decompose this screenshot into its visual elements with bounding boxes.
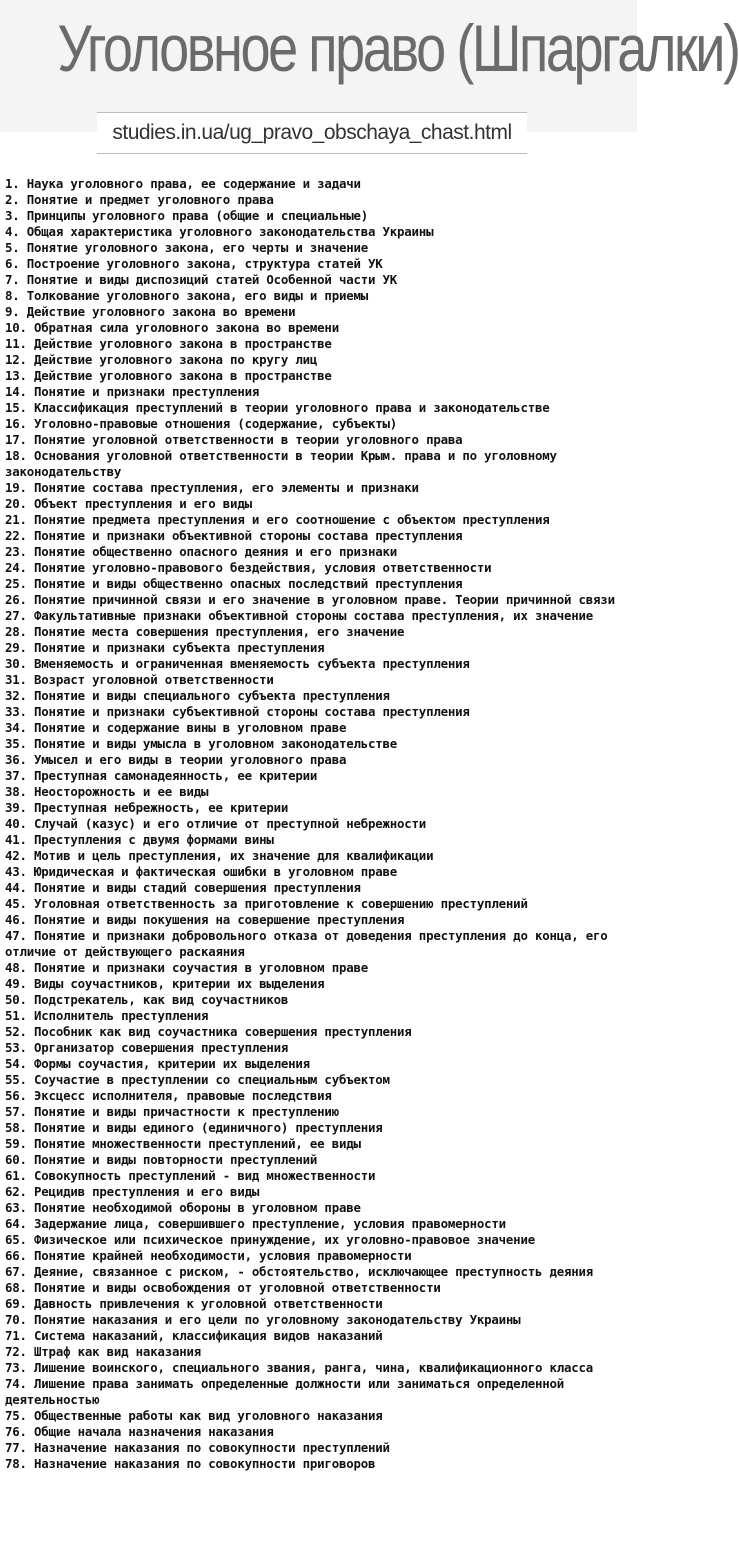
list-item: 62. Рецидив преступления и его виды (5, 1184, 260, 1199)
list-item: 28. Понятие места совершения преступления, его значение (5, 624, 405, 639)
list-item: 52. Пособник как вид соучастника совершения преступления (5, 1024, 412, 1039)
list-item: 15. Классификация преступлений в теории уголовного права и законодательстве (5, 400, 550, 415)
list-item: 21. Понятие предмета преступления и его соотношение с объектом преступления (5, 512, 550, 527)
list-item: 49. Виды соучастников, критерии их выделения (5, 976, 325, 991)
list-item: 13. Действие уголовного закона в пространстве (5, 368, 332, 383)
list-item: 57. Понятие и виды причастности к преступлению (5, 1104, 339, 1119)
list-item: 36. Умысел и его виды в теории уголовного права (5, 752, 347, 767)
list-item: 48. Понятие и признаки соучастия в уголовном праве (5, 960, 368, 975)
list-item: 23. Понятие общественно опасного деяния и его признаки (5, 544, 398, 559)
list-item: 8. Толкование уголовного закона, его виды и приемы (5, 288, 368, 303)
list-item: 44. Понятие и виды стадий совершения преступления (5, 880, 361, 895)
list-item: 46. Понятие и виды покушения на совершение преступления (5, 912, 405, 927)
source-url: studies.in.ua/ug_pravo_obschaya_chast.html (112, 121, 512, 144)
list-item: 4. Общая характеристика уголовного законодательства Украины (5, 224, 434, 239)
list-item: 74. Лишение права занимать определенные должности или заниматься определенной деятельностью (5, 1376, 565, 1407)
list-item: 56. Эксцесс исполнителя, правовые последствия (5, 1088, 332, 1103)
list-item: 50. Подстрекатель, как вид соучастников (5, 992, 289, 1007)
list-item: 17. Понятие уголовной ответственности в теории уголовного права (5, 432, 463, 447)
list-item: 43. Юридическая и фактическая ошибки в уголовном праве (5, 864, 398, 879)
list-item: 25. Понятие и виды общественно опасных последствий преступления (5, 576, 463, 591)
page-title: Уголовное право (Шпаргалки) (57, 11, 739, 85)
list-item: 42. Мотив и цель преступления, их значение для квалификации (5, 848, 434, 863)
list-item: 34. Понятие и содержание вины в уголовном праве (5, 720, 347, 735)
list-item: 60. Понятие и виды повторности преступлений (5, 1152, 318, 1167)
list-item: 20. Объект преступления и его виды (5, 496, 252, 511)
list-item: 29. Понятие и признаки субъекта преступления (5, 640, 325, 655)
list-item: 19. Понятие состава преступления, его элементы и признаки (5, 480, 419, 495)
list-item: 41. Преступления с двумя формами вины (5, 832, 274, 847)
list-item: 31. Возраст уголовной ответственности (5, 672, 274, 687)
list-item: 47. Понятие и признаки добровольного отказа от доведения преступления до конца, его отличие от действующего раскаяния (5, 928, 608, 959)
list-item: 22. Понятие и признаки объективной стороны состава преступления (5, 528, 463, 543)
url-box (97, 112, 527, 154)
list-item: 72. Штраф как вид наказания (5, 1344, 202, 1359)
list-item: 45. Уголовная ответственность за приготовление к совершению преступлений (5, 896, 528, 911)
list-item: 1. Наука уголовного права, ее содержание и задачи (5, 176, 361, 191)
list-item: 3. Принципы уголовного права (общие и специальные) (5, 208, 368, 223)
list-item: 2. Понятие и предмет уголовного права (5, 192, 274, 207)
list-item: 27. Факультативные признаки объективной стороны состава преступления, их значение (5, 608, 594, 623)
list-item: 16. Уголовно-правовые отношения (содержание, субъекты) (5, 416, 398, 431)
list-item: 75. Общественные работы как вид уголовного наказания (5, 1408, 383, 1423)
list-item: 30. Вменяемость и ограниченная вменяемость субъекта преступления (5, 656, 470, 671)
topic-list (5, 176, 631, 1472)
list-item: 59. Понятие множественности преступлений, ее виды (5, 1136, 361, 1151)
list-item: 6. Построение уголовного закона, структура статей УК (5, 256, 383, 271)
list-item: 67. Деяние, связанное с риском, - обстоятельство, исключающее преступность деяния (5, 1264, 594, 1279)
list-item: 9. Действие уголовного закона во времени (5, 304, 296, 319)
list-item: 76. Общие начала назначения наказания (5, 1424, 274, 1439)
list-item: 18. Основания уголовной ответственности в теории Крым. права и по уголовному законодательству (5, 448, 557, 479)
list-item: 58. Понятие и виды единого (единичного) преступления (5, 1120, 383, 1135)
list-item: 14. Понятие и признаки преступления (5, 384, 260, 399)
list-item: 53. Организатор совершения преступления (5, 1040, 289, 1055)
list-item: 38. Неосторожность и ее виды (5, 784, 209, 799)
list-item: 68. Понятие и виды освобождения от уголовной ответственности (5, 1280, 441, 1295)
list-item: 7. Понятие и виды диспозиций статей Особенной части УК (5, 272, 398, 287)
list-item: 71. Система наказаний, классификация видов наказаний (5, 1328, 383, 1343)
list-item: 24. Понятие уголовно-правового бездействия, условия ответственности (5, 560, 492, 575)
list-item: 66. Понятие крайней необходимости, условия правомерности (5, 1248, 412, 1263)
list-item: 69. Давность привлечения к уголовной ответственности (5, 1296, 383, 1311)
list-item: 70. Понятие наказания и его цели по уголовному законодательству Украины (5, 1312, 521, 1327)
list-item: 37. Преступная самонадеянность, ее критерии (5, 768, 318, 783)
list-item: 39. Преступная небрежность, ее критерии (5, 800, 289, 815)
list-item: 12. Действие уголовного закона по кругу лиц (5, 352, 318, 367)
list-item: 11. Действие уголовного закона в пространстве (5, 336, 332, 351)
list-item: 73. Лишение воинского, специального звания, ранга, чина, квалификационного класса (5, 1360, 594, 1375)
list-item: 51. Исполнитель преступления (5, 1008, 209, 1023)
list-item: 32. Понятие и виды специального субъекта преступления (5, 688, 390, 703)
list-item: 65. Физическое или психическое принуждение, их уголовно-правовое значение (5, 1232, 535, 1247)
list-item: 40. Случай (казус) и его отличие от преступной небрежности (5, 816, 427, 831)
list-item: 10. Обратная сила уголовного закона во времени (5, 320, 339, 335)
list-item: 78. Назначение наказания по совокупности приговоров (5, 1456, 376, 1471)
list-item: 54. Формы соучастия, критерии их выделения (5, 1056, 310, 1071)
list-item: 64. Задержание лица, совершившего преступление, условия правомерности (5, 1216, 506, 1231)
list-item: 35. Понятие и виды умысла в уголовном законодательстве (5, 736, 398, 751)
list-item: 77. Назначение наказания по совокупности преступлений (5, 1440, 390, 1455)
list-item: 55. Соучастие в преступлении со специальным субъектом (5, 1072, 390, 1087)
list-item: 63. Понятие необходимой обороны в уголовном праве (5, 1200, 361, 1215)
list-item: 5. Понятие уголовного закона, его черты и значение (5, 240, 368, 255)
list-item: 61. Совокупность преступлений - вид множественности (5, 1168, 376, 1183)
list-item: 33. Понятие и признаки субъективной стороны состава преступления (5, 704, 470, 719)
list-item: 26. Понятие причинной связи и его значение в уголовном праве. Теории причинной связи (5, 592, 615, 607)
